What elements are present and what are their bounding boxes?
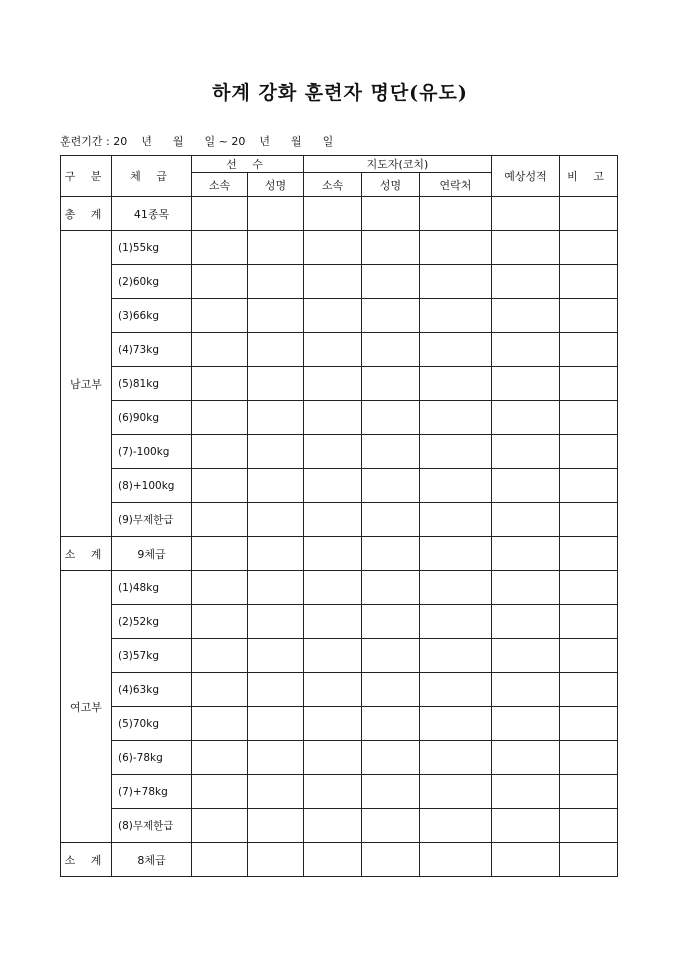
entry-cell[interactable] [248,469,304,503]
weight-class: (6)90kg [112,401,192,435]
weight-class: (3)57kg [112,639,192,673]
entry-cell[interactable] [304,197,362,231]
period-month-unit: 월 [172,135,184,148]
entry-cell[interactable] [362,673,420,707]
entry-cell[interactable] [192,707,248,741]
entry-cell[interactable] [192,809,248,843]
entry-cell[interactable] [492,537,560,571]
entry-cell[interactable] [192,537,248,571]
entry-cell[interactable] [362,401,420,435]
entry-cell[interactable] [304,265,362,299]
entry-cell[interactable] [560,299,618,333]
entry-cell[interactable] [248,673,304,707]
entry-cell[interactable] [192,469,248,503]
total-label: 총 계 [61,197,112,231]
entry-cell[interactable] [420,401,492,435]
entry-cell[interactable] [492,843,560,877]
entry-cell[interactable] [304,639,362,673]
weight-class: (6)-78kg [112,741,192,775]
entry-cell[interactable] [420,605,492,639]
entry-cell[interactable] [248,809,304,843]
weight-class: (9)무제한급 [112,503,192,537]
entry-cell[interactable] [192,741,248,775]
table-row [61,639,618,673]
entry-cell[interactable] [560,843,618,877]
entry-cell[interactable] [304,401,362,435]
entry-cell[interactable] [420,299,492,333]
weight-class: (2)60kg [112,265,192,299]
entry-cell[interactable] [560,503,618,537]
entry-cell[interactable] [248,571,304,605]
header-athlete: 선 수 [192,156,304,173]
entry-cell[interactable] [560,605,618,639]
subtotal-label: 소 계 [61,537,112,571]
weight-class: (4)73kg [112,333,192,367]
subtotal-label: 소 계 [61,843,112,877]
total-row [61,197,618,231]
entry-cell[interactable] [420,741,492,775]
subtotal-value: 9체급 [112,537,192,571]
entry-cell[interactable] [560,537,618,571]
entry-cell[interactable] [420,231,492,265]
entry-cell[interactable] [248,299,304,333]
entry-cell[interactable] [248,843,304,877]
entry-cell[interactable] [492,197,560,231]
entry-cell[interactable] [362,299,420,333]
entry-cell[interactable] [192,367,248,401]
group-name: 여고부 [61,571,112,843]
entry-cell[interactable] [560,571,618,605]
entry-cell[interactable] [362,741,420,775]
entry-cell[interactable] [362,605,420,639]
entry-cell[interactable] [192,231,248,265]
table-row [61,333,618,367]
entry-cell[interactable] [362,571,420,605]
entry-cell[interactable] [420,265,492,299]
table-row [61,265,618,299]
entry-cell[interactable] [362,231,420,265]
period-day-unit-2: 일 [322,135,334,148]
entry-cell[interactable] [492,775,560,809]
entry-cell[interactable] [304,367,362,401]
table-row [61,741,618,775]
entry-cell[interactable] [492,265,560,299]
entry-cell[interactable] [492,299,560,333]
entry-cell[interactable] [304,809,362,843]
period-year-unit: 년 [141,135,152,148]
subtotal-row [61,843,618,877]
table-row [61,673,618,707]
entry-cell[interactable] [492,605,560,639]
entry-cell[interactable] [560,775,618,809]
weight-class: (8)+100kg [112,469,192,503]
entry-cell[interactable] [492,367,560,401]
entry-cell[interactable] [420,707,492,741]
entry-cell[interactable] [192,435,248,469]
entry-cell[interactable] [248,333,304,367]
entry-cell[interactable] [248,741,304,775]
entry-cell[interactable] [362,265,420,299]
entry-cell[interactable] [248,503,304,537]
entry-cell[interactable] [560,469,618,503]
entry-cell[interactable] [248,265,304,299]
entry-cell[interactable] [420,673,492,707]
entry-cell[interactable] [560,231,618,265]
entry-cell[interactable] [248,605,304,639]
table-row [61,707,618,741]
entry-cell[interactable] [560,673,618,707]
entry-cell[interactable] [248,537,304,571]
entry-cell[interactable] [304,775,362,809]
entry-cell[interactable] [420,571,492,605]
subtotal-value: 8체급 [112,843,192,877]
entry-cell[interactable] [362,639,420,673]
period-day-unit: 일 [204,135,216,148]
entry-cell[interactable] [192,843,248,877]
entry-cell[interactable] [248,401,304,435]
table-row [61,469,618,503]
header-coach-affiliation: 소속 [304,173,362,197]
header-category: 구 분 [61,156,112,197]
entry-cell[interactable] [304,605,362,639]
header-coach-contact: 연락처 [420,173,492,197]
entry-cell[interactable] [560,435,618,469]
entry-cell[interactable] [192,571,248,605]
header-expected-result: 예상성적 [492,156,560,197]
entry-cell[interactable] [248,435,304,469]
header-remarks: 비 고 [560,156,618,197]
table-row [61,299,618,333]
table-row [61,809,618,843]
entry-cell[interactable] [304,231,362,265]
table-row [61,435,618,469]
entry-cell[interactable] [560,401,618,435]
entry-cell[interactable] [192,503,248,537]
entry-cell[interactable] [192,775,248,809]
entry-cell[interactable] [362,843,420,877]
entry-cell[interactable] [492,333,560,367]
entry-cell[interactable] [192,333,248,367]
entry-cell[interactable] [560,333,618,367]
table-row [61,571,618,605]
roster-table [60,155,618,877]
weight-class: (7)-100kg [112,435,192,469]
entry-cell[interactable] [192,401,248,435]
weight-class: (5)70kg [112,707,192,741]
entry-cell[interactable] [362,333,420,367]
entry-cell[interactable] [192,673,248,707]
entry-cell[interactable] [192,197,248,231]
entry-cell[interactable] [492,673,560,707]
entry-cell[interactable] [492,401,560,435]
weight-class: (2)52kg [112,605,192,639]
weight-class: (1)48kg [112,571,192,605]
header-coach-name: 성명 [362,173,420,197]
entry-cell[interactable] [420,537,492,571]
header-weight-class: 체 급 [112,156,192,197]
entry-cell[interactable] [492,503,560,537]
entry-cell[interactable] [560,639,618,673]
weight-class: (3)66kg [112,299,192,333]
entry-cell[interactable] [362,503,420,537]
entry-cell[interactable] [420,639,492,673]
entry-cell[interactable] [420,775,492,809]
entry-cell[interactable] [420,435,492,469]
entry-cell[interactable] [192,605,248,639]
training-period [60,133,333,149]
weight-class: (8)무제한급 [112,809,192,843]
entry-cell[interactable] [420,367,492,401]
period-year-start: 20 [113,135,128,148]
entry-cell[interactable] [560,809,618,843]
entry-cell[interactable] [420,469,492,503]
entry-cell[interactable] [492,231,560,265]
table-row [61,367,618,401]
entry-cell[interactable] [362,197,420,231]
entry-cell[interactable] [192,265,248,299]
group-name: 남고부 [61,231,112,537]
entry-cell[interactable] [304,503,362,537]
header-coach: 지도자(코치) [304,156,492,173]
entry-cell[interactable] [304,299,362,333]
weight-class: (1)55kg [112,231,192,265]
header-athlete-name: 성명 [248,173,304,197]
total-value: 41종목 [112,197,192,231]
entry-cell[interactable] [362,367,420,401]
entry-cell[interactable] [362,707,420,741]
entry-cell[interactable] [560,197,618,231]
entry-cell[interactable] [560,265,618,299]
entry-cell[interactable] [492,469,560,503]
entry-cell[interactable] [192,639,248,673]
entry-cell[interactable] [492,707,560,741]
table-row [61,775,618,809]
weight-class: (7)+78kg [112,775,192,809]
entry-cell[interactable] [192,299,248,333]
entry-cell[interactable] [362,775,420,809]
entry-cell[interactable] [420,503,492,537]
entry-cell[interactable] [362,469,420,503]
entry-cell[interactable] [304,537,362,571]
period-year-end: 20 [231,135,246,148]
entry-cell[interactable] [248,707,304,741]
entry-cell[interactable] [362,809,420,843]
table-row [61,401,618,435]
entry-cell[interactable] [492,741,560,775]
table-row [61,231,618,265]
entry-cell[interactable] [492,639,560,673]
table-row [61,605,618,639]
entry-cell[interactable] [560,707,618,741]
entry-cell[interactable] [304,469,362,503]
entry-cell[interactable] [362,435,420,469]
entry-cell[interactable] [420,809,492,843]
entry-cell[interactable] [420,197,492,231]
weight-class: (5)81kg [112,367,192,401]
entry-cell[interactable] [304,333,362,367]
table-row [61,503,618,537]
page-title: 하계 강화 훈련자 명단(유도) [212,82,468,104]
entry-cell[interactable] [362,537,420,571]
entry-cell[interactable] [492,435,560,469]
entry-cell[interactable] [560,367,618,401]
period-tilde: ~ [218,135,228,148]
entry-cell[interactable] [248,639,304,673]
entry-cell[interactable] [304,571,362,605]
period-colon: : [106,135,110,148]
entry-cell[interactable] [492,571,560,605]
entry-cell[interactable] [304,741,362,775]
entry-cell[interactable] [492,809,560,843]
entry-cell[interactable] [304,673,362,707]
period-label: 훈련기간 [60,135,103,148]
header-athlete-affiliation: 소속 [192,173,248,197]
entry-cell[interactable] [248,775,304,809]
subtotal-row [61,537,618,571]
entry-cell[interactable] [248,231,304,265]
entry-cell[interactable] [248,367,304,401]
entry-cell[interactable] [304,707,362,741]
period-month-unit-2: 월 [290,135,302,148]
period-year-unit-2: 년 [259,135,270,148]
entry-cell[interactable] [304,843,362,877]
entry-cell[interactable] [420,843,492,877]
entry-cell[interactable] [304,435,362,469]
entry-cell[interactable] [248,197,304,231]
entry-cell[interactable] [420,333,492,367]
weight-class: (4)63kg [112,673,192,707]
entry-cell[interactable] [560,741,618,775]
